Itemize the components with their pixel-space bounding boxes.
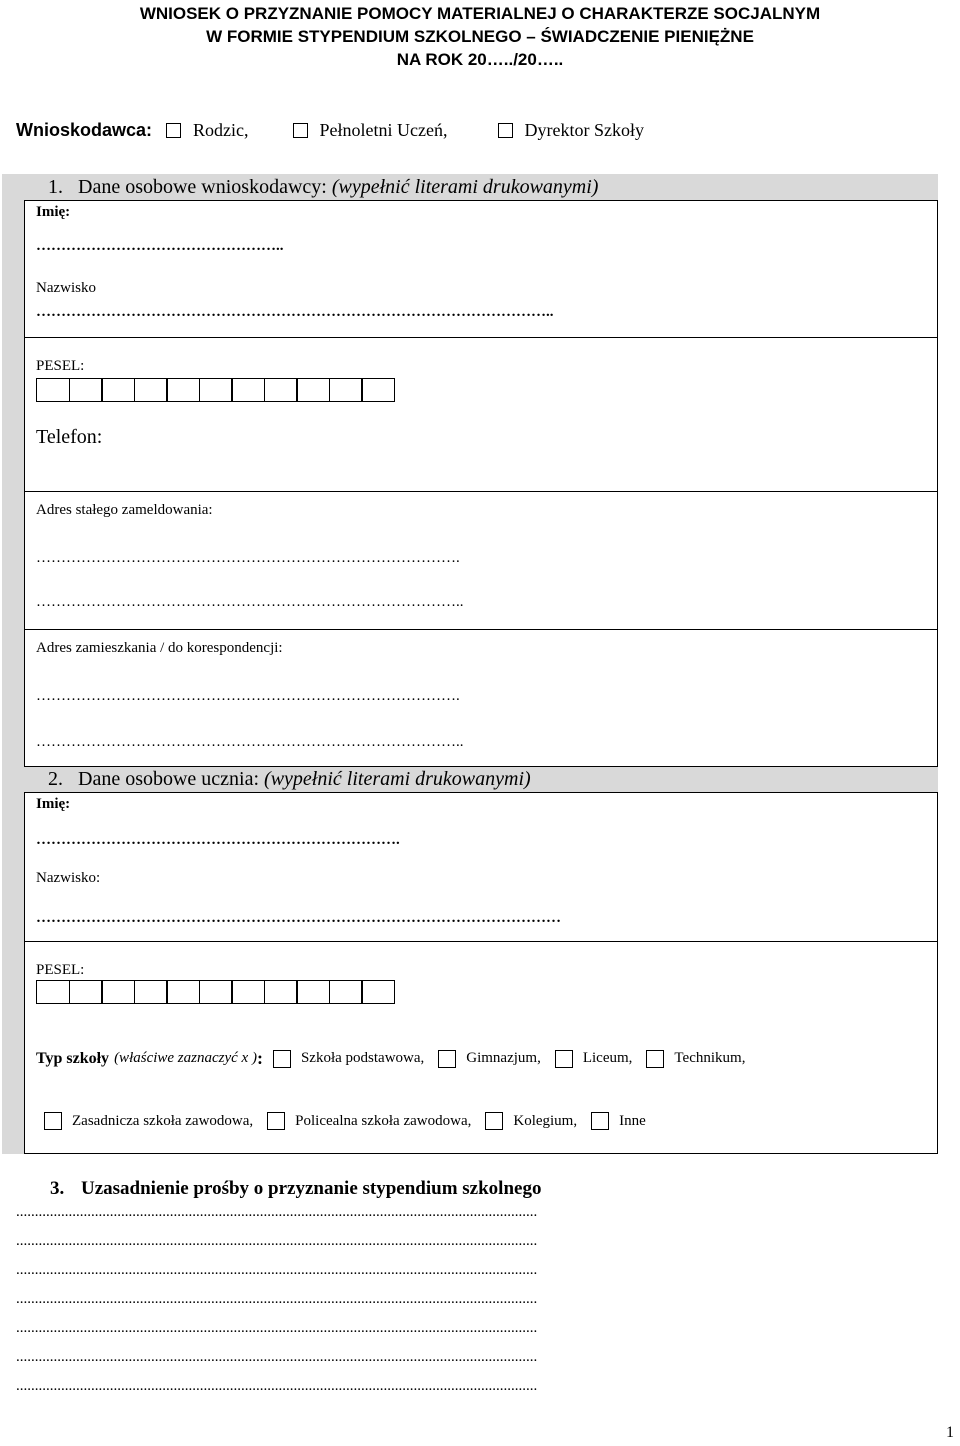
pesel-digit-cell[interactable] [199,980,233,1004]
pesel-digit-cell[interactable] [296,980,330,1004]
pesel-digit-cell[interactable] [69,980,103,1004]
checkbox[interactable] [438,1050,456,1068]
pesel-digit-cell[interactable] [361,980,395,1004]
applicant-corr-address-line-1[interactable]: …………………………………………………………………………. [36,688,460,704]
pesel-digit-cell[interactable] [361,378,395,402]
student-pesel-label: PESEL: [36,962,85,978]
applicant-phone-label: Telefon: [36,426,103,448]
pesel-digit-cell[interactable] [231,378,265,402]
justification-line[interactable]: ........................................................................................................................................... [16,1320,538,1336]
school-type-option[interactable]: Policealna szkoła zawodowa, [267,1112,471,1130]
pesel-digit-cell[interactable] [166,378,200,402]
school-type-option[interactable]: Liceum, [555,1050,633,1068]
justification-line[interactable]: ........................................................................................................................................... [16,1262,538,1278]
school-type-note: (właściwe zaznaczyć x ) [114,1050,257,1066]
section-3-heading: 3. Uzasadnienie prośby o przyznanie stypendium szkolnego [50,1178,542,1199]
checkbox[interactable] [293,123,308,138]
pesel-digit-cell[interactable] [296,378,330,402]
justification-line[interactable]: ........................................................................................................................................... [16,1349,538,1365]
student-first-name-label: Imię: [36,796,71,812]
pesel-digit-cell[interactable] [36,980,70,1004]
form-title-line-2: W FORMIE STYPENDIUM SZKOLNEGO – ŚWIADCZENIE PIENIĘŻNE [206,27,754,46]
applicant-label: Wnioskodawca: [16,120,153,140]
applicant-pesel-field[interactable] [36,378,394,402]
form-title-line-3: NA ROK 20…../20….. [396,50,564,69]
school-type-option[interactable]: Zasadnicza szkoła zawodowa, [44,1112,253,1130]
school-type-option[interactable]: Technikum, [646,1050,745,1068]
pesel-digit-cell[interactable] [134,980,168,1004]
applicant-option-headmaster[interactable] [498,120,644,141]
applicant-last-name-field[interactable]: ………………………………………………………………………………………….. [36,304,554,320]
checkbox[interactable] [485,1112,503,1130]
option-label: Dyrektor Szkoły [524,120,644,140]
option-label: Rodzic, [193,120,249,140]
school-type-option[interactable]: Kolegium, [485,1112,577,1130]
option-label: Pełnoletni Uczeń, [319,120,448,140]
applicant-first-name-field[interactable]: ………………………………………….. [36,238,284,254]
applicant-option-parent[interactable] [166,120,249,141]
pesel-digit-cell[interactable] [101,980,135,1004]
checkbox[interactable] [44,1112,62,1130]
form-title-line-1: WNIOSEK O PRZYZNANIE POMOCY MATERIALNEJ O CHARAKTERZE SOCJALNYM [139,4,821,23]
section-1-heading: 1. Dane osobowe wnioskodawcy: (wypełnić literami drukowanymi) [48,176,599,198]
school-type-option[interactable]: Gimnazjum, [438,1050,541,1068]
pesel-digit-cell[interactable] [134,378,168,402]
applicant-corr-address-label: Adres zamieszkania / do korespondencji: [36,640,283,656]
applicant-row [16,120,644,141]
page-number: 1 [946,1424,954,1441]
applicant-address-line-2[interactable]: ………………………………………………………………………….. [36,594,464,610]
justification-line[interactable]: ........................................................................................................................................... [16,1233,538,1249]
pesel-digit-cell[interactable] [231,980,265,1004]
pesel-digit-cell[interactable] [199,378,233,402]
student-last-name-field[interactable]: …………………………………………………………………………………………… [36,910,561,926]
checkbox[interactable] [273,1050,291,1068]
justification-line[interactable]: ........................................................................................................................................... [16,1204,538,1220]
student-first-name-field[interactable]: ………………………………………………………………. [36,832,400,848]
applicant-option-adult-student[interactable] [293,120,448,141]
section-2-heading: 2. Dane osobowe ucznia: (wypełnić literami drukowanymi) [48,768,531,790]
justification-line[interactable]: ........................................................................................................................................... [16,1291,538,1307]
school-type-colon: : [256,1048,263,1068]
school-type-label: Typ szkoły [36,1049,110,1067]
student-last-name-label: Nazwisko: [36,870,101,886]
checkbox[interactable] [498,123,513,138]
pesel-digit-cell[interactable] [69,378,103,402]
checkbox[interactable] [646,1050,664,1068]
student-pesel-field[interactable] [36,980,394,1004]
checkbox[interactable] [591,1112,609,1130]
pesel-digit-cell[interactable] [329,980,363,1004]
pesel-digit-cell[interactable] [264,378,298,402]
applicant-address-label: Adres stałego zameldowania: [36,502,213,518]
pesel-digit-cell[interactable] [329,378,363,402]
applicant-first-name-label: Imię: [36,204,71,220]
applicant-corr-address-line-2[interactable]: ………………………………………………………………………….. [36,734,464,750]
checkbox[interactable] [267,1112,285,1130]
applicant-address-line-1[interactable]: …………………………………………………………………………. [36,550,460,566]
applicant-last-name-label: Nazwisko [36,280,96,296]
pesel-digit-cell[interactable] [101,378,135,402]
pesel-digit-cell[interactable] [36,378,70,402]
checkbox[interactable] [166,123,181,138]
school-type-row-2 [44,1112,660,1130]
justification-line[interactable]: ........................................................................................................................................... [16,1378,538,1394]
pesel-digit-cell[interactable] [264,980,298,1004]
checkbox[interactable] [555,1050,573,1068]
school-type-option[interactable]: Szkoła podstawowa, [273,1050,424,1068]
school-type-row-1 [36,1048,759,1069]
applicant-pesel-label: PESEL: [36,358,85,374]
pesel-digit-cell[interactable] [166,980,200,1004]
school-type-option[interactable]: Inne [591,1112,646,1130]
applicant-pesel-phone-box [24,337,938,492]
